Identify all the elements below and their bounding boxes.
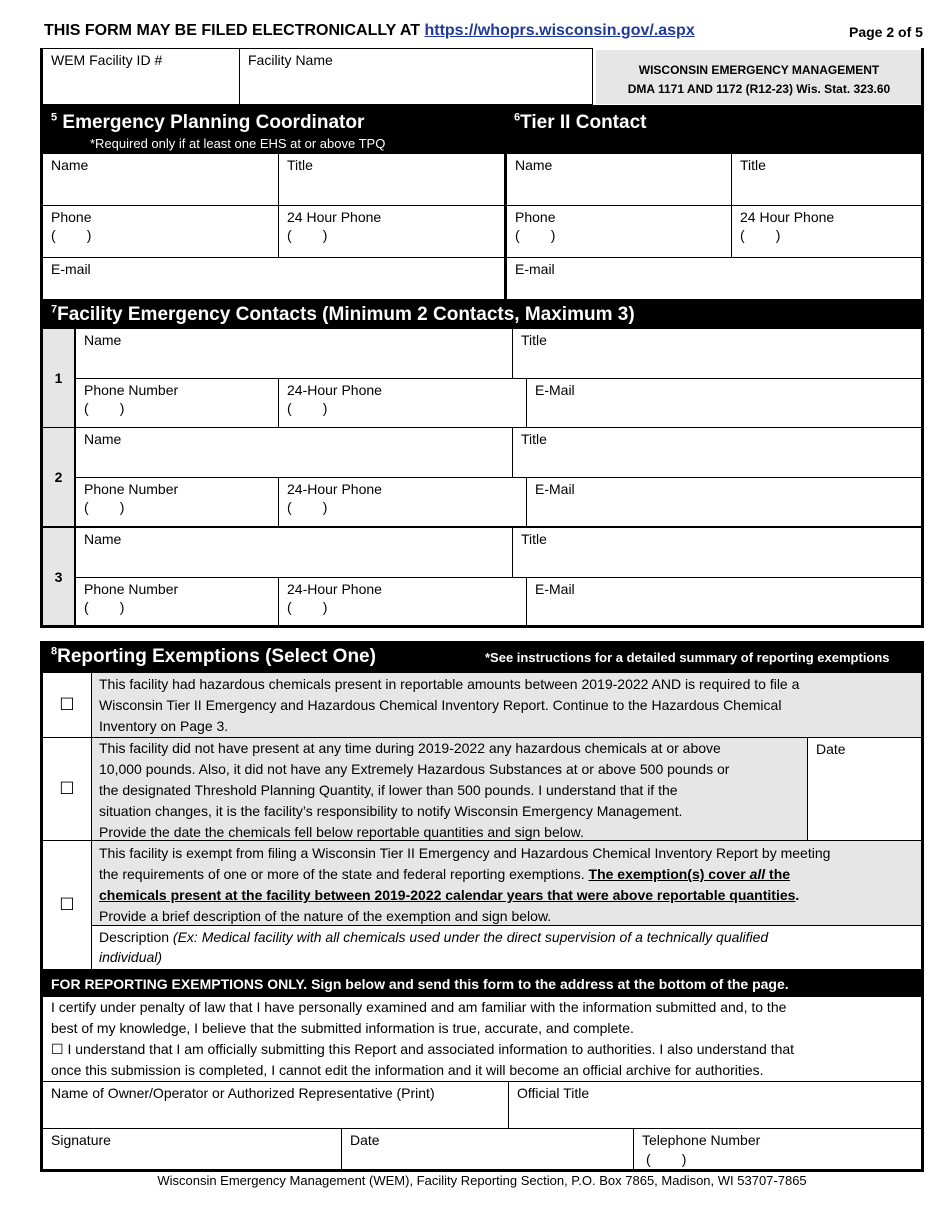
exemption-3-line: This facility is exempt from filing a Wisconsin Tier II Emergency and Hazardous Chemical Inventory Report by meeting [99, 845, 831, 861]
contact-email-label: E-Mail [535, 481, 575, 497]
contact-phone-label: Phone Number [84, 382, 179, 398]
contact-phone-field[interactable] [75, 378, 279, 428]
telephone-paren: ( ) [646, 1151, 687, 1167]
telephone-field[interactable] [633, 1128, 922, 1171]
frame-left [40, 48, 43, 628]
s5-email-field[interactable] [42, 257, 505, 300]
contact-phone24-paren: ( ) [287, 499, 328, 515]
date-label: Date [350, 1132, 380, 1148]
section-5-6-header [42, 105, 922, 153]
s5-phone-paren: ( ) [51, 227, 92, 243]
contact-phone-paren: ( ) [84, 400, 125, 416]
exemption-2-text [92, 738, 808, 840]
contact-name-field[interactable] [75, 328, 513, 379]
description-hint: individual) [99, 949, 163, 965]
exemption-3-text [92, 841, 921, 926]
frame-right [921, 48, 924, 628]
s6-phone24-label: 24 Hour Phone [740, 209, 835, 225]
contact-phone24-field[interactable] [278, 477, 527, 527]
exemption-1-checkbox[interactable] [42, 672, 92, 738]
contact-title-label: Title [521, 531, 547, 547]
contact-phone-label: Phone Number [84, 581, 179, 597]
official-title-field[interactable] [508, 1081, 922, 1129]
s5-name-field[interactable] [42, 153, 279, 206]
owner-name-label: Name of Owner/Operator or Authorized Representative (Print) [51, 1085, 435, 1101]
s6-name-field[interactable] [506, 153, 732, 206]
contact-phone-paren: ( ) [84, 499, 125, 515]
exemption-2-date-field[interactable] [808, 738, 921, 840]
contact-name-field[interactable] [75, 427, 513, 478]
s6-phone-paren: ( ) [515, 227, 556, 243]
s6-phone-field[interactable] [506, 205, 732, 258]
facility-id-field[interactable] [42, 48, 240, 105]
filing-link[interactable]: https://whoprs.wisconsin.gov/.aspx [424, 22, 695, 39]
contact-title-field[interactable] [512, 427, 922, 478]
contact-title-field[interactable] [512, 527, 922, 578]
exemption-2-checkbox[interactable] [42, 737, 92, 841]
contact-phone24-paren: ( ) [287, 400, 328, 416]
contact-phone-label: Phone Number [84, 481, 179, 497]
description-label: Description [99, 929, 173, 945]
contact-phone-field[interactable] [75, 577, 279, 627]
contact-number: 1 [42, 328, 76, 428]
s5-phone-field[interactable] [42, 205, 279, 258]
exemption-2-line: situation changes, it is the facility’s responsibility to notify Wisconsin Emergency Management. [99, 803, 683, 819]
s5-title-field[interactable] [278, 153, 505, 206]
contact-phone24-paren: ( ) [287, 599, 328, 615]
agency-name: WISCONSIN EMERGENCY MANAGEMENT [638, 63, 880, 77]
contact-email-label: E-Mail [535, 581, 575, 597]
date-field[interactable] [341, 1128, 634, 1171]
signature-field[interactable] [42, 1128, 342, 1171]
section-7-title: $^7$Facility Emergency Contacts (Minimum 2 Contacts, Maximum 3) [51, 303, 635, 325]
exemption-3-line: Provide a brief description of the nature of the exemption and sign below. [99, 908, 552, 924]
contact-number: 3 [42, 527, 76, 627]
s5-phone-label: Phone [51, 209, 92, 225]
facility-name-field[interactable] [239, 48, 593, 105]
exemption-3-line: the requirements of one or more of the state and federal reporting exemptions. The exemption(s) cover all the [99, 866, 791, 882]
frame-left-2 [40, 641, 43, 1172]
page-number: Page 2 of 5 [849, 24, 923, 40]
agency-box [596, 50, 922, 104]
section-8-header [42, 641, 922, 672]
contact-phone-paren: ( ) [84, 599, 125, 615]
contact-title-label: Title [521, 431, 547, 447]
contact-name-label: Name [84, 531, 122, 547]
s6-title-label: Title [740, 157, 766, 173]
contact-phone24-field[interactable] [278, 378, 527, 428]
contact-phone24-label: 24-Hour Phone [287, 481, 382, 497]
s6-name-label: Name [515, 157, 553, 173]
s5-title-label: Title [287, 157, 313, 173]
contact-title-field[interactable] [512, 328, 922, 379]
exemption-1-line: Inventory on Page 3. [99, 718, 229, 734]
official-title-label: Official Title [517, 1085, 590, 1101]
frame-right-2 [921, 641, 924, 1172]
s6-phone-label: Phone [515, 209, 556, 225]
contact-name-label: Name [84, 332, 122, 348]
s6-phone24-field[interactable] [731, 205, 922, 258]
section-5-note: *Required only if at least one EHS at or above TPQ [90, 136, 386, 151]
contact-phone-field[interactable] [75, 477, 279, 527]
checkbox-icon: ☐ [59, 778, 75, 798]
exemption-2-line: 10,000 pounds. Also, it did not have any Extremely Hazardous Substances at or above 500 pounds or [99, 761, 730, 777]
contact-email-field[interactable] [526, 378, 922, 428]
signature-label: Signature [51, 1132, 111, 1148]
contact-email-label: E-Mail [535, 382, 575, 398]
exemption-2-date-label: Date [816, 741, 846, 757]
certification-box [42, 996, 922, 1082]
s6-phone24-paren: ( ) [740, 227, 781, 243]
contact-title-label: Title [521, 332, 547, 348]
contact-phone24-field[interactable] [278, 577, 527, 627]
exemption-1-text [92, 673, 921, 737]
exemption-3-checkbox[interactable] [42, 840, 92, 970]
form-number: DMA 1171 AND 1172 (R12-23) Wis. Stat. 323.60 [627, 82, 891, 96]
section-7-header [42, 300, 922, 328]
checkbox-icon: ☐ [59, 694, 75, 714]
exemption-description-field[interactable] [92, 926, 921, 969]
section-8-title: $^8$Reporting Exemptions (Select One) [51, 645, 376, 667]
exemption-1-line: This facility had hazardous chemicals present in reportable amounts between 2019-2022 AND is required to file a [99, 676, 800, 692]
acknowledgement-checkbox[interactable]: ☐ [51, 1041, 64, 1057]
exemption-2-line: This facility did not have present at any time during 2019-2022 any hazardous chemicals at or above [99, 740, 721, 756]
s5-name-label: Name [51, 157, 89, 173]
telephone-label: Telephone Number [642, 1132, 761, 1148]
section-8-note: *See instructions for a detailed summary of reporting exemptions [485, 650, 890, 665]
contact-email-field[interactable] [526, 477, 922, 527]
s5-phone24-label: 24 Hour Phone [287, 209, 382, 225]
s5-email-label: E-mail [51, 261, 91, 277]
exemption-2-line: Provide the date the chemicals fell below reportable quantities and sign below. [99, 824, 584, 840]
contact-phone24-label: 24-Hour Phone [287, 382, 382, 398]
certification-line: best of my knowledge, I believe that the submitted information is true, accurate, and complete. [51, 1020, 634, 1036]
s5-phone24-field[interactable] [278, 205, 505, 258]
facility-id-label: WEM Facility ID # [51, 52, 163, 68]
contact-phone24-label: 24-Hour Phone [287, 581, 382, 597]
contact-name-field[interactable] [75, 527, 513, 578]
signature-instruction-bar: FOR REPORTING EXEMPTIONS ONLY. Sign below and send this form to the address at the bottom of the page. [42, 970, 922, 996]
acknowledgement-line: once this submission is completed, I cannot edit the information and it will become an official archive for authorities. [51, 1062, 764, 1078]
footer-address: Wisconsin Emergency Management (WEM), Facility Reporting Section, P.O. Box 7865, Madison, WI 53707-7865 [157, 1173, 807, 1188]
checkbox-icon: ☐ [59, 894, 75, 914]
section-6-title: $^6$Tier II Contact [514, 111, 647, 133]
exemption-3-line: chemicals present at the facility between 2019-2022 calendar years that were above reportable quantities. [99, 887, 800, 903]
banner-text: THIS FORM MAY BE FILED ELECTRONICALLY AT [44, 22, 425, 39]
top-banner [44, 22, 695, 41]
section-5-title: $^5$ Emergency Planning Coordinator [51, 111, 365, 133]
acknowledgement-line: ☐ I understand that I am officially submitting this Report and associated information to authorities. I also understand that [51, 1041, 795, 1057]
frame-bottom-2 [40, 1169, 924, 1172]
contact-name-label: Name [84, 431, 122, 447]
frame-bottom [40, 625, 924, 628]
s6-title-field[interactable] [731, 153, 922, 206]
s6-email-field[interactable] [506, 257, 922, 300]
contact-email-field[interactable] [526, 577, 922, 627]
s6-email-label: E-mail [515, 261, 555, 277]
facility-name-label: Facility Name [248, 52, 333, 68]
exemption-1-line: Wisconsin Tier II Emergency and Hazardous Chemical Inventory Report. Continue to the Hazardous Chemical [99, 697, 782, 713]
exemption-2-line: the designated Threshold Planning Quantity, if lower than 500 pounds. I understand that if the [99, 782, 678, 798]
certification-line: I certify under penalty of law that I have personally examined and am familiar with the information submitted and, to the [51, 999, 787, 1015]
owner-name-field[interactable] [42, 1081, 509, 1129]
description-hint: (Ex: Medical facility with all chemicals used under the direct supervision of a technically qualified [172, 929, 769, 945]
s5-phone24-paren: ( ) [287, 227, 328, 243]
contact-number: 2 [42, 427, 76, 527]
